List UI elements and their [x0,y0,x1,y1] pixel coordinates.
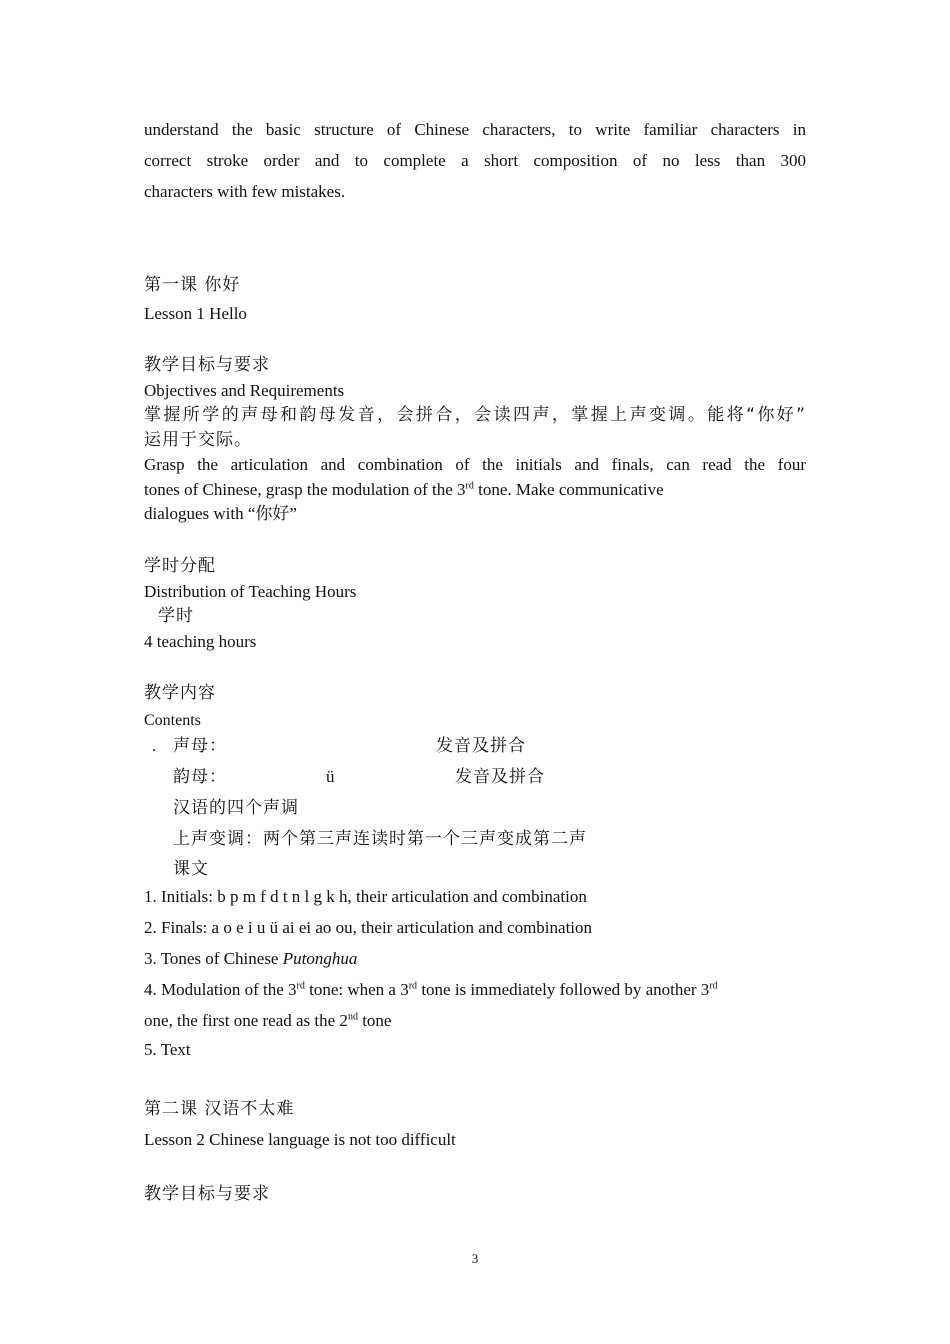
lesson1-objectives-heading-en: Objectives and Requirements [144,381,345,400]
cn-item1-prefix: . [152,736,157,755]
en-item1: 1. Initials: b p m f d t n l g k h, their articulation and combination [144,887,587,906]
cn-item2-mid: ü [326,767,335,786]
cn-item1-label: 声母： [173,736,227,756]
lesson1-objectives-heading-cn: 教学目标与要求 [144,355,270,375]
objectives-en-2-left: tones of Chinese, grasp the modulation of the 3rd tone. Make communicative [144,480,664,499]
lesson1-objectives-en-2 [144,479,806,501]
intro-line-2: correct stroke order and to complete a short composition of no less than 300 [144,151,806,170]
lesson1-title-en: Lesson 1 Hello [144,304,247,323]
lesson1-objectives-cn-1: 掌握所学的声母和韵母发音，会拼合，会读四声，掌握上声变调。能将“你好” [144,405,806,425]
lesson1-contents-heading-cn: 教学内容 [144,683,216,703]
cn-item2-label: 韵母： [173,767,227,787]
lesson1-hours-en: 4 teaching hours [144,632,257,651]
lesson1-hours-heading-en: Distribution of Teaching Hours [144,582,357,601]
lesson1-title-cn: 第一课 你好 [144,275,241,295]
cn-item2-tail: 发音及拼合 [455,767,545,787]
lesson1-contents-heading-en: Contents [144,712,201,729]
en-item4: 4. Modulation of the 3rd tone: when a 3rd tone is immediately followed by another 3rd [144,980,718,999]
cn-item5: 课文 [173,859,209,879]
page-number: 3 [471,1251,479,1266]
intro-line-1: understand the basic structure of Chinese characters, to write familiar characters in [144,120,806,139]
lesson2-title-en: Lesson 2 Chinese language is not too difficult [144,1130,456,1149]
en-item3: 3. Tones of Chinese Putonghua [144,949,358,968]
en-item4-continued: one, the first one read as the 2nd tone [144,1011,392,1030]
lesson1-objectives-en-3: dialogues with “你好” [144,504,297,523]
cn-item1-tail: 发音及拼合 [436,736,526,756]
intro-line-3: characters with few mistakes. [144,182,346,201]
lesson1-objectives-en-1: Grasp the articulation and combination of the initials and finals, can read the four [144,455,806,474]
lesson1-objectives-cn-2: 运用于交际。 [144,430,252,450]
en-item2: 2. Finals: a o e i u ü ai ei ao ou, their articulation and combination [144,918,593,937]
lesson1-hours-cn: 学时 [158,606,194,626]
cn-item4: 上声变调：两个第三声连读时第一个三声变成第二声 [173,829,587,849]
lesson2-objectives-heading-cn: 教学目标与要求 [144,1184,270,1204]
en-item5: 5. Text [144,1040,191,1059]
lesson2-title-cn: 第二课 汉语不太难 [144,1099,295,1119]
cn-item3: 汉语的四个声调 [173,798,299,818]
lesson1-hours-heading-cn: 学时分配 [144,556,216,576]
